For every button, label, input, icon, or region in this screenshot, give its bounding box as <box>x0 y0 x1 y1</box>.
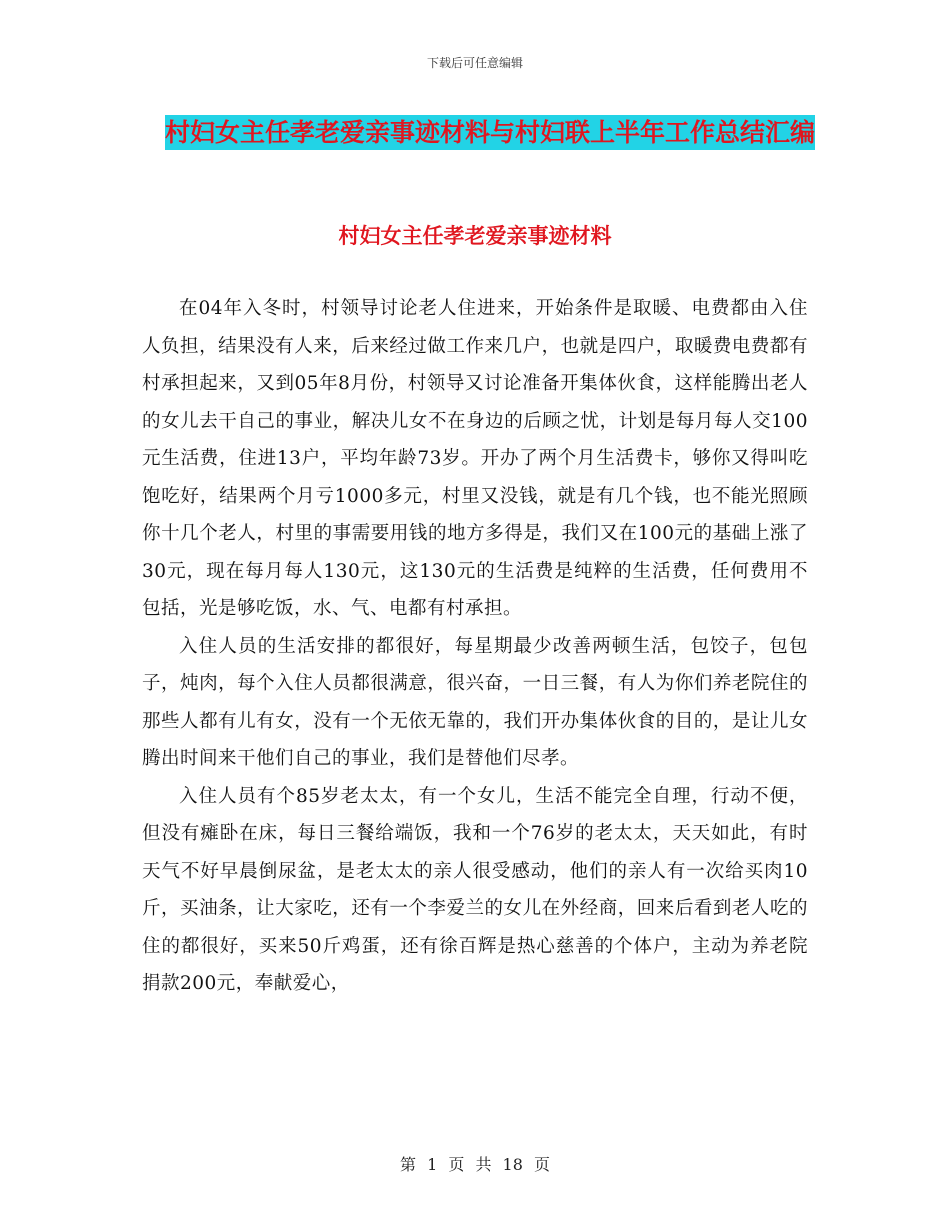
section-title: 村妇女主任孝老爱亲事迹材料 <box>338 224 612 248</box>
paragraph: 入住人员有个85岁老太太，有一个女儿，生活不能完全自理，行动不便，但没有瘫卧在床，每日三餐给端饭，我和一个76岁的老太太，天天如此，有时天气不好早晨倒尿盆，是老太太的亲人很受感动，他们的亲人有一次给买肉10斤，买油条，让大家吃，还有一个李爱兰的女儿在外经商，回来后看到老人吃的住的都很好，买来50斤鸡蛋，还有徐百辉是热心慈善的个体户，主动为养老院捐款200元，奉献爱心， <box>142 785 808 994</box>
paragraph: 入住人员的生活安排的都很好，每星期最少改善两顿生活，包饺子，包包子，炖肉，每个入住人员都很满意，很兴奋，一日三餐，有人为你们养老院住的那些人都有儿有女，没有一个无依无靠的，我们开办集体伙食的目的，是让儿女腾出时间来干他们自己的事业，我们是替他们尽孝。 <box>142 635 808 769</box>
page-footer: 第 1 页 共 18 页 <box>400 1155 550 1174</box>
document-title <box>140 108 840 158</box>
paragraph: 在04年入冬时，村领导讨论老人住进来，开始条件是取暖、电费都由入住人负担，结果没有人来，后来经过做工作来几户，也就是四户，取暖费电费都有村承担起来，又到05年8月份，村领导又讨论准备开集体伙食，这样能腾出老人的女儿去干自己的事业，解决儿女不在身边的后顾之忧，计划是每月每人交100元生活费，住进13户，平均年龄73岁。开办了两个月生活费卡，够你又得叫吃饱吃好，结果两个月亏1000多元，村里又没钱，就是有几个钱，也不能光照顾你十几个老人，村里的事需要用钱的地方多得是，我们又在100元的基础上涨了30元，现在每月每人130元，这130元的生活费是纯粹的生活费，任何费用不包括，光是够吃饭，水、气、电都有村承担。 <box>142 298 808 619</box>
document-title-text: 村妇女主任孝老爱亲事迹材料与村妇联上半年工作总结汇编 <box>165 115 815 150</box>
body-content <box>142 290 808 1003</box>
page-header-note: 下载后可任意编辑 <box>426 56 523 70</box>
